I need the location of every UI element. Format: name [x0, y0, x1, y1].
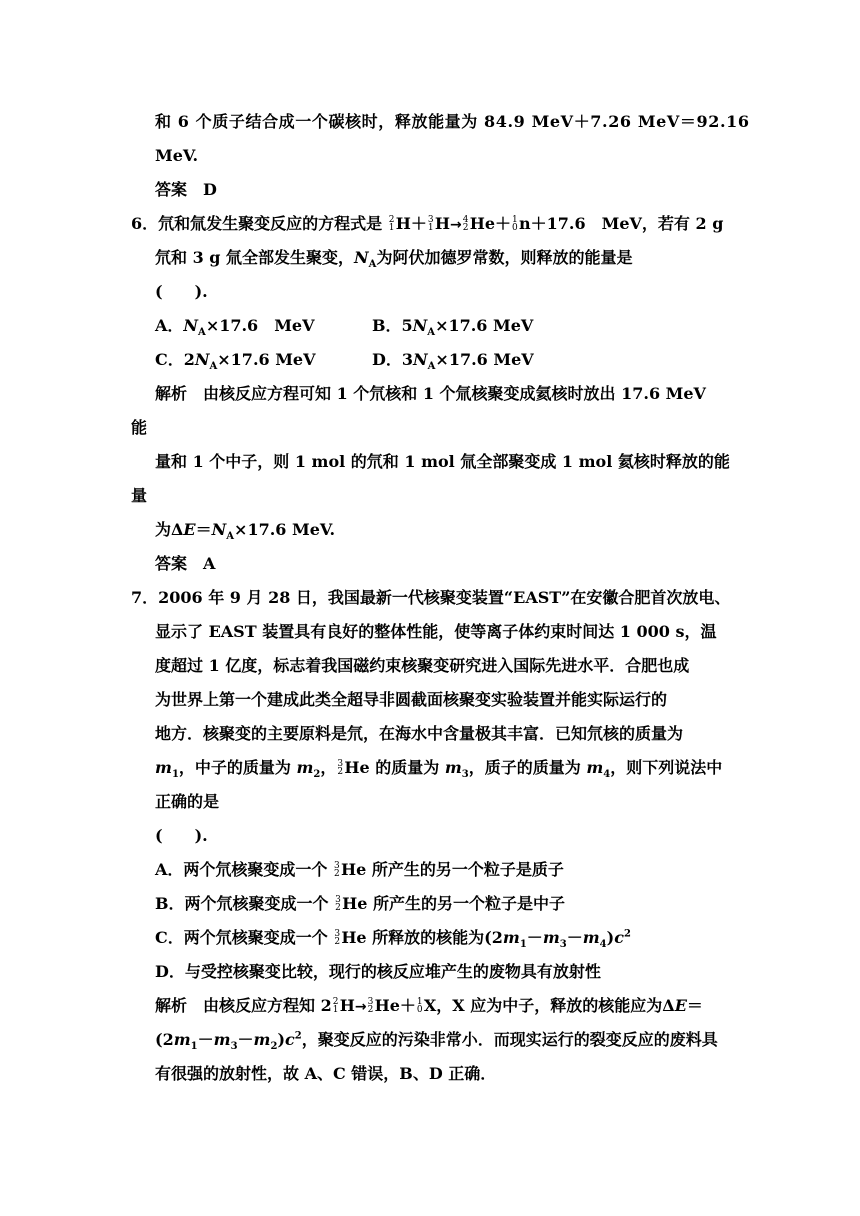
analysis-line: 能: [131, 418, 148, 437]
text-line: MeV.: [155, 146, 199, 165]
question-7-stem: 为世界上第一个建成此类全超导非圆截面核聚变实验装置并能实际运行的: [155, 690, 668, 709]
isotope-h3: 3 1: [427, 215, 434, 233]
question-7-stem: 地方．核聚变的主要原料是氘，在海水中含量极其丰富．已知氘核的质量为: [155, 724, 684, 743]
question-7-stem: 7．2006 年 9 月 28 日，我国最新一代核聚变装置“EAST”在安徽合肥首次放电、: [131, 588, 731, 607]
isotope-he3: 3 2: [335, 895, 341, 913]
option-b: B．$5N_A\times 17.6$ MeV: [372, 316, 534, 339]
isotope-he3: 3 2: [334, 929, 341, 947]
isotope-he3: 3 2: [367, 997, 374, 1015]
option-c: C．$2N_A\times 17.6$ MeV: [155, 350, 316, 373]
answer-blank: ( ).: [155, 282, 208, 301]
question-7-stem: 度超过 1 亿度，标志着我国磁约束核聚变研究进入国际先进水平．合肥也成: [155, 656, 690, 675]
isotope-he3: 3 2: [334, 861, 340, 879]
analysis-line: 量和 1 个中子，则 1 mol 的氘和 1 mol 氚全部聚变成 1 mol 氦核时释放的能: [155, 452, 730, 471]
option-a: A．两个氘核聚变成一个 3 2 He 所产生的另一个粒子是质子: [155, 860, 564, 879]
option-c: C．两个氘核聚变成一个 3 2 He 所释放的核能为$(2m_1-m_3-m_4)c^2$: [155, 928, 631, 951]
option-a: A．$N_A\times 17.6$ MeV: [155, 316, 315, 339]
text-line: 和 6 个质子结合成一个碳核时，释放能量为 84.9 MeV＋7.26 MeV＝92.16: [155, 112, 750, 131]
answer-blank: ( ).: [155, 826, 208, 845]
isotope-h2: 2 1: [332, 997, 339, 1015]
answer-line: 答案 A: [155, 554, 216, 573]
analysis-line: 有很强的放射性，故 A、C 错误，B、D 正确．: [155, 1064, 497, 1083]
option-d: D．与受控核聚变比较，现行的核反应堆产生的废物具有放射性: [155, 962, 601, 981]
isotope-he3: 3 2: [337, 759, 344, 777]
question-7-stem: 显示了 EAST 装置具有良好的整体性能，使等离子体约束时间达 1 000 s，温: [155, 622, 717, 641]
question-6-stem-cont: 氘和 3 g 氚全部发生聚变，$N_A$为阿伏加德罗常数，则释放的能量是: [155, 248, 633, 271]
analysis-line: 为$\Delta E=N_A\times 17.6$ MeV.: [155, 520, 336, 543]
analysis-line: 量: [131, 486, 148, 505]
option-d: D．$3N_A\times 17.6$ MeV: [372, 350, 534, 373]
isotope-he4: 4 2: [462, 215, 469, 233]
question-7-stem: 正确的是: [155, 792, 220, 811]
isotope-h2: 2 1: [388, 215, 395, 233]
option-b: B．两个氘核聚变成一个 3 2 He 所产生的另一个粒子是中子: [155, 894, 565, 913]
isotope-x1: 1 0: [416, 997, 423, 1015]
question-7-stem: $m_1$，中子的质量为 $m_2$， 3 2 He 的质量为 $m_3$，质子的质量为 $m_4$，则下列说法中: [155, 758, 723, 781]
question-6-stem: 6．氘和氚发生聚变反应的方程式是 2 1 H＋ 3 1 H→ 4 2 He＋ 1 0 n＋17.6 MeV，若有 2 g: [131, 214, 724, 233]
answer-line: 答案 D: [155, 180, 217, 199]
analysis-line: 解析 由核反应方程可知 1 个氘核和 1 个氚核聚变成氦核时放出 17.6 MeV: [155, 384, 706, 403]
isotope-n1: 1 0: [512, 215, 518, 233]
analysis-line: $(2m_1-m_3-m_2)c^2$，聚变反应的污染非常小．而现实运行的裂变反应的废料具: [155, 1030, 718, 1053]
analysis-line: 解析 由核反应方程知 2 2 1 H→ 3 2 He＋ 1 0 X，X 应为中子，释放的核能应为ΔE＝: [155, 996, 703, 1015]
